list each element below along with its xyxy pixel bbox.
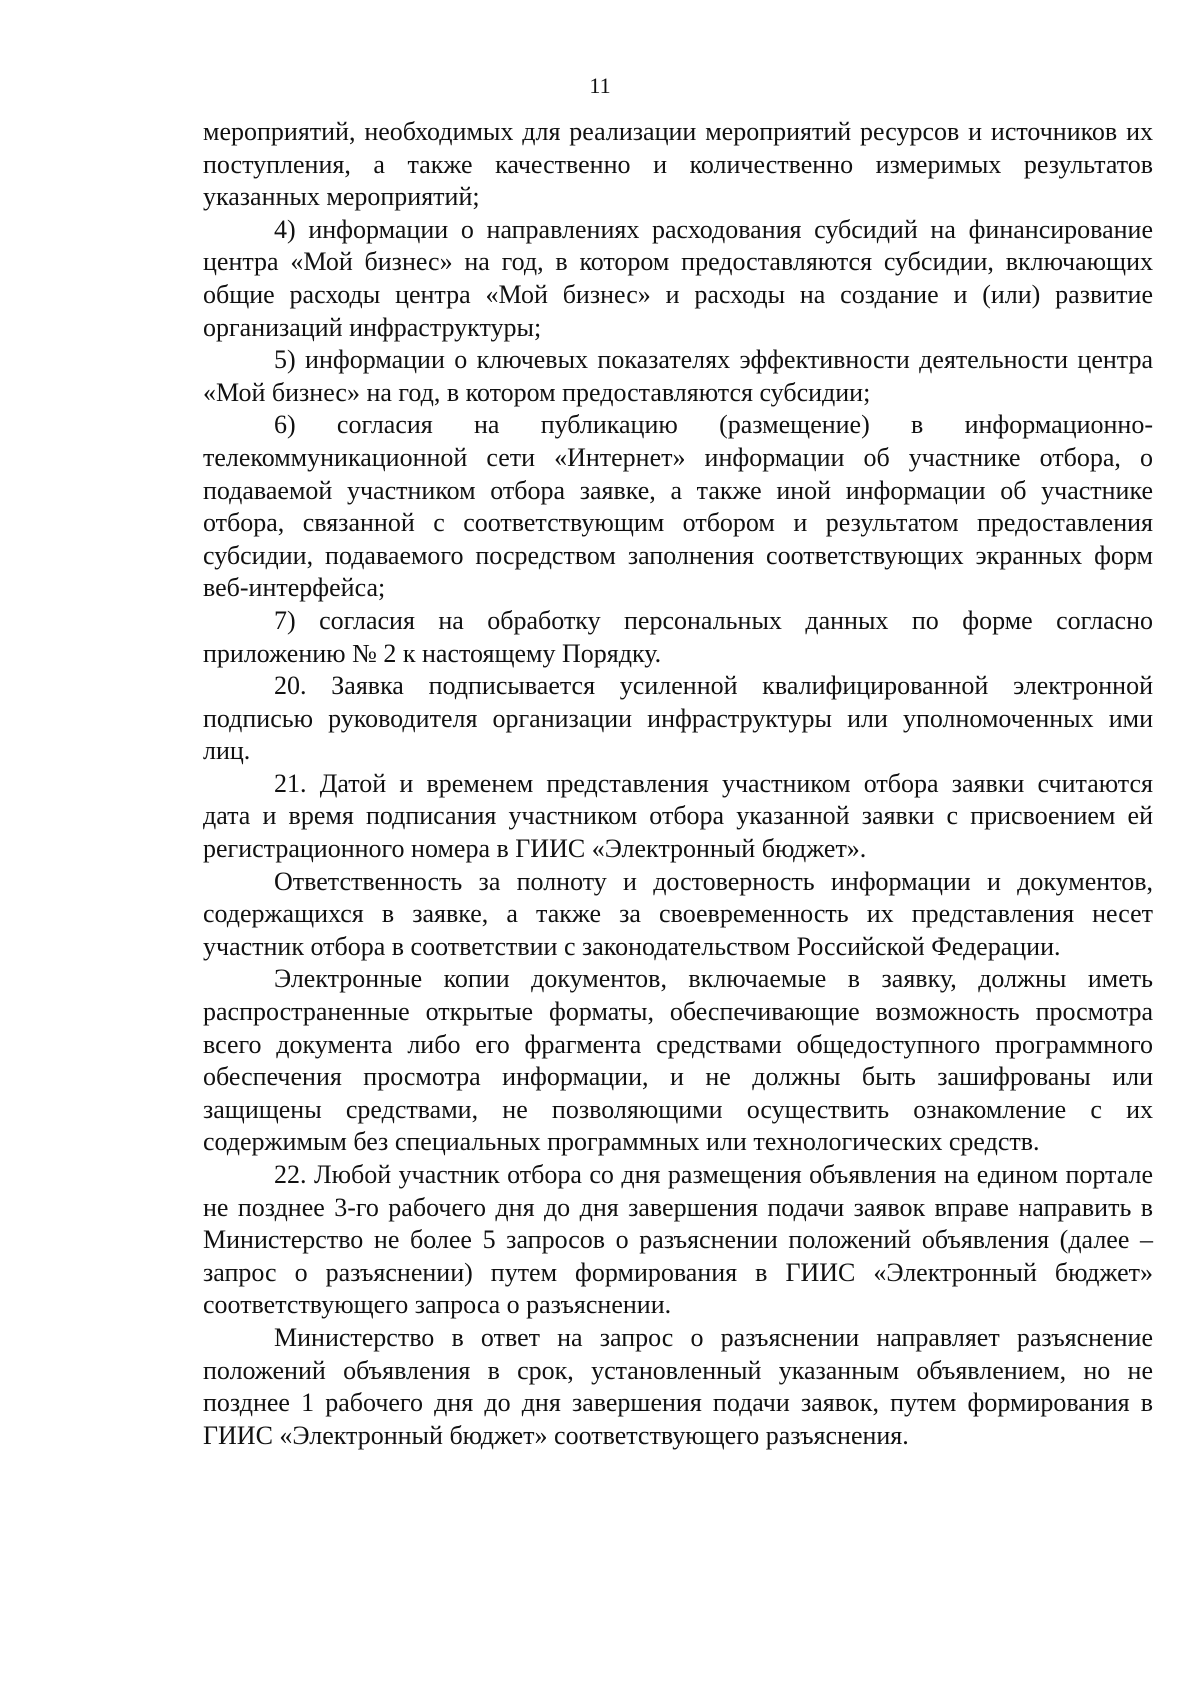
- paragraph-clause-21: 21. Датой и временем представления участником отбора заявки считаются дата и время подписания участником отбора указанной заявки с присвоением ей регистрационного номера в ГИИС «Электронный бюджет».: [203, 768, 1153, 864]
- paragraph-item-7: 7) согласия на обработку персональных данных по форме согласно приложению № 2 к настоящему Порядку.: [203, 605, 1153, 668]
- paragraph-item-4: 4) информации о направлениях расходования субсидий на финансирование центра «Мой бизнес» на год, в котором предоставляются субсидии, включающих общие расходы центра «Мой бизнес» и расходы на создание и (или) развитие организаций инфраструктуры;: [203, 214, 1153, 342]
- paragraph-responsibility: Ответственность за полноту и достоверность информации и документов, содержащихся в заявке, а также за своевременность их представления несет участник отбора в соответствии с законодательством Российской Федерации.: [203, 866, 1153, 961]
- paragraph-item-5: 5) информации о ключевых показателях эффективности деятельности центра «Мой бизнес» на год, в котором предоставляются субсидии;: [203, 345, 1153, 407]
- paragraph-clause-20: 20. Заявка подписывается усиленной квалифицированной электронной подписью руководителя организации инфраструктуры или уполномоченных ими лиц.: [203, 671, 1153, 766]
- paragraph-item-6: 6) согласия на публикацию (размещение) в информационно-телекоммуникационной сети «Интернет» информации об участнике отбора, о подаваемой участником отбора заявке, а также иной информации об участнике отбора, связанной с соответствующим отбором и результатом предоставления субсидии, подаваемого посредством заполнения соответствующих экранных форм веб-интерфейса;: [203, 410, 1153, 603]
- paragraph-ministry-response: Министерство в ответ на запрос о разъяснении направляет разъяснение положений объявления в срок, установленный указанным объявлением, но не позднее 1 рабочего дня до дня завершения подачи заявок, путем формирования в ГИИС «Электронный бюджет» соответствующего разъяснения.: [203, 1322, 1153, 1450]
- document-body: [203, 116, 1153, 1452]
- paragraph-clause-22: 22. Любой участник отбора со дня размещения объявления на едином портале не позднее 3-го рабочего дня до дня завершения подачи заявок вправе направить в Министерство не более 5 запросов о разъяснении положений объявления (далее – запрос о разъяснении) путем формирования в ГИИС «Электронный бюджет» соответствующего запроса о разъяснении.: [203, 1160, 1153, 1320]
- paragraph-electronic-copies: Электронные копии документов, включаемые в заявку, должны иметь распространенные открытые форматы, обеспечивающие возможность просмотра всего документа либо его фрагмента средствами общедоступного программного обеспечения просмотра информации, и не должны быть зашифрованы или защищены средствами, не позволяющими осуществить ознакомление с их содержимым без специальных программных или технологических средств.: [203, 964, 1153, 1157]
- page-number: 11: [589, 73, 611, 98]
- paragraph-continuation: мероприятий, необходимых для реализации мероприятий ресурсов и источников их поступления, а также качественно и количественно измеримых результатов указанных мероприятий;: [203, 117, 1153, 212]
